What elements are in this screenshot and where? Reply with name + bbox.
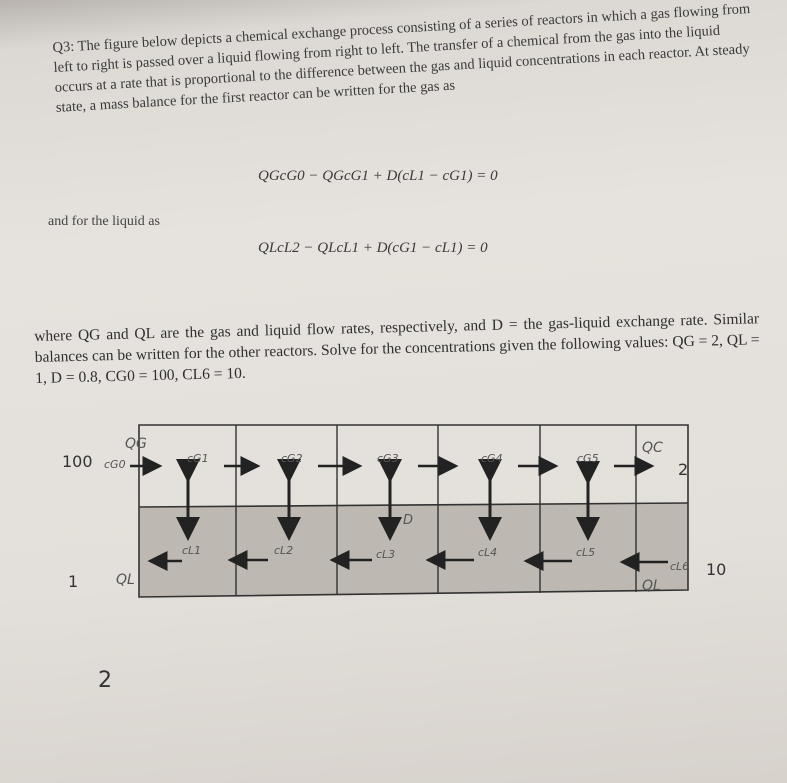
handwritten-gas-out: 2	[678, 460, 689, 479]
problem-statement-paragraph: Q3: The figure below depicts a chemical exchange process consisting of a series of reactors in which a gas flowing from left to right is passed over a liquid flowing from right to left. The transfer of a chemical from the gas into the liquid occurs at a rate that is proportional to the difference between the gas and liquid concentrations in each reactor. At steady state, a mass balance for the first reactor can be written for the gas as	[52, 0, 751, 116]
liquid-cell-label: cL2	[274, 544, 294, 557]
liquid-balance-equation: QLcL2 − QLcL1 + D(cG1 − cL1) = 0	[258, 240, 488, 256]
handwritten-gas-in: 100	[62, 452, 93, 471]
gas-flow-label-right: QC	[642, 440, 663, 456]
liquid-cell-label: cL3	[376, 548, 396, 561]
liquid-flow-label-left: QL	[116, 572, 135, 588]
gas-flow-label-left: QG	[125, 436, 147, 452]
liquid-intro-text: and for the liquid as	[48, 214, 160, 229]
gas-cell-label: cG4	[481, 452, 503, 465]
given-values-paragraph: where QG and QL are the gas and liquid flow rates, respectively, and D = the gas-liquid exchange rate. Similar balances can be written for the other reactors. Solve for the concentrations given the following values: QG = 2, QL = 1, D = 0.8, CG0 = 100, CL6 = 10.	[34, 310, 760, 387]
gas-balance-equation: QGcG0 − QGcG1 + D(cL1 − cG1) = 0	[258, 168, 498, 184]
handwritten-liquid-in: 10	[706, 560, 727, 579]
liquid-cell-label: cL1	[182, 544, 202, 557]
handwritten-liquid-out: 1	[68, 572, 79, 591]
gas-cell-label: cG3	[377, 452, 399, 465]
gas-cell-label: cG5	[577, 452, 599, 465]
gas-inlet-label: cG0	[104, 458, 126, 471]
liquid-cell-label: cL4	[478, 546, 498, 559]
gas-cell-label: cG2	[281, 452, 303, 465]
exchange-rate-label: D	[403, 513, 414, 528]
liquid-region	[139, 503, 688, 597]
gas-cell-label: cG1	[187, 452, 209, 465]
liquid-flow-label-right: QL	[642, 578, 661, 594]
handwritten-page-mark: 2	[98, 668, 112, 693]
liquid-cell-label: cL5	[576, 546, 596, 559]
liquid-inlet-label: cL6	[670, 560, 690, 573]
